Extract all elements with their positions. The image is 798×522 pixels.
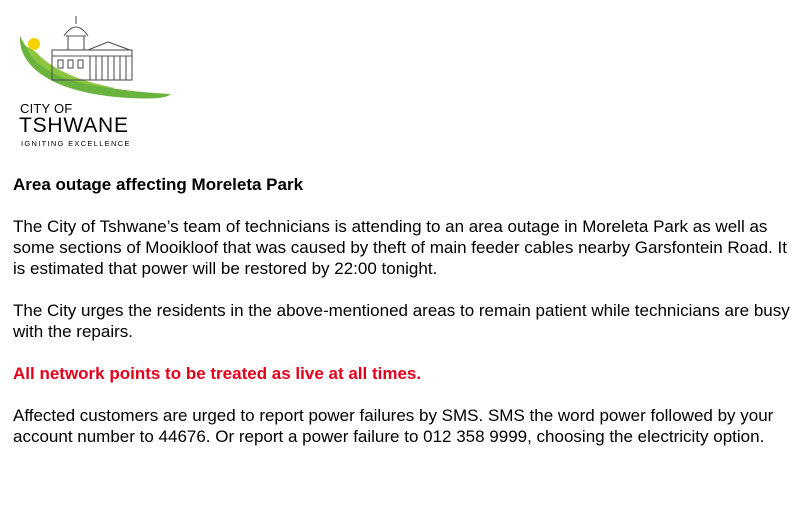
notice-paragraph-reporting: Affected customers are urged to report power failures by SMS. SMS the word power followed by your account number to 44676. Or report a power failure to 012 358 9999, choosing the electricity option.	[13, 406, 774, 446]
notice-body	[13, 174, 793, 447]
notice-safety-warning: All network points to be treated as live at all times.	[13, 364, 422, 383]
logo-name-text: TSHWANE	[19, 114, 129, 137]
union-buildings-emblem-icon	[12, 6, 172, 106]
notice-heading: Area outage affecting Moreleta Park	[13, 175, 304, 194]
logo-city-of-text: CITY OF	[20, 101, 73, 116]
logo-tagline-text: IGNITING EXCELLENCE	[21, 139, 131, 148]
notice-paragraph-outage: The City of Tshwane’s team of technicians is attending to an area outage in Moreleta Park as well as some sections of Mooikloof that was caused by theft of main feeder cables nearby Garsfontein Road. It is estimated that power will be restored by 22:00 tonight.	[13, 217, 787, 278]
notice-paragraph-patience: The City urges the residents in the above-mentioned areas to remain patient while technicians are busy with the repairs.	[13, 301, 790, 341]
city-of-tshwane-logo	[12, 6, 172, 156]
